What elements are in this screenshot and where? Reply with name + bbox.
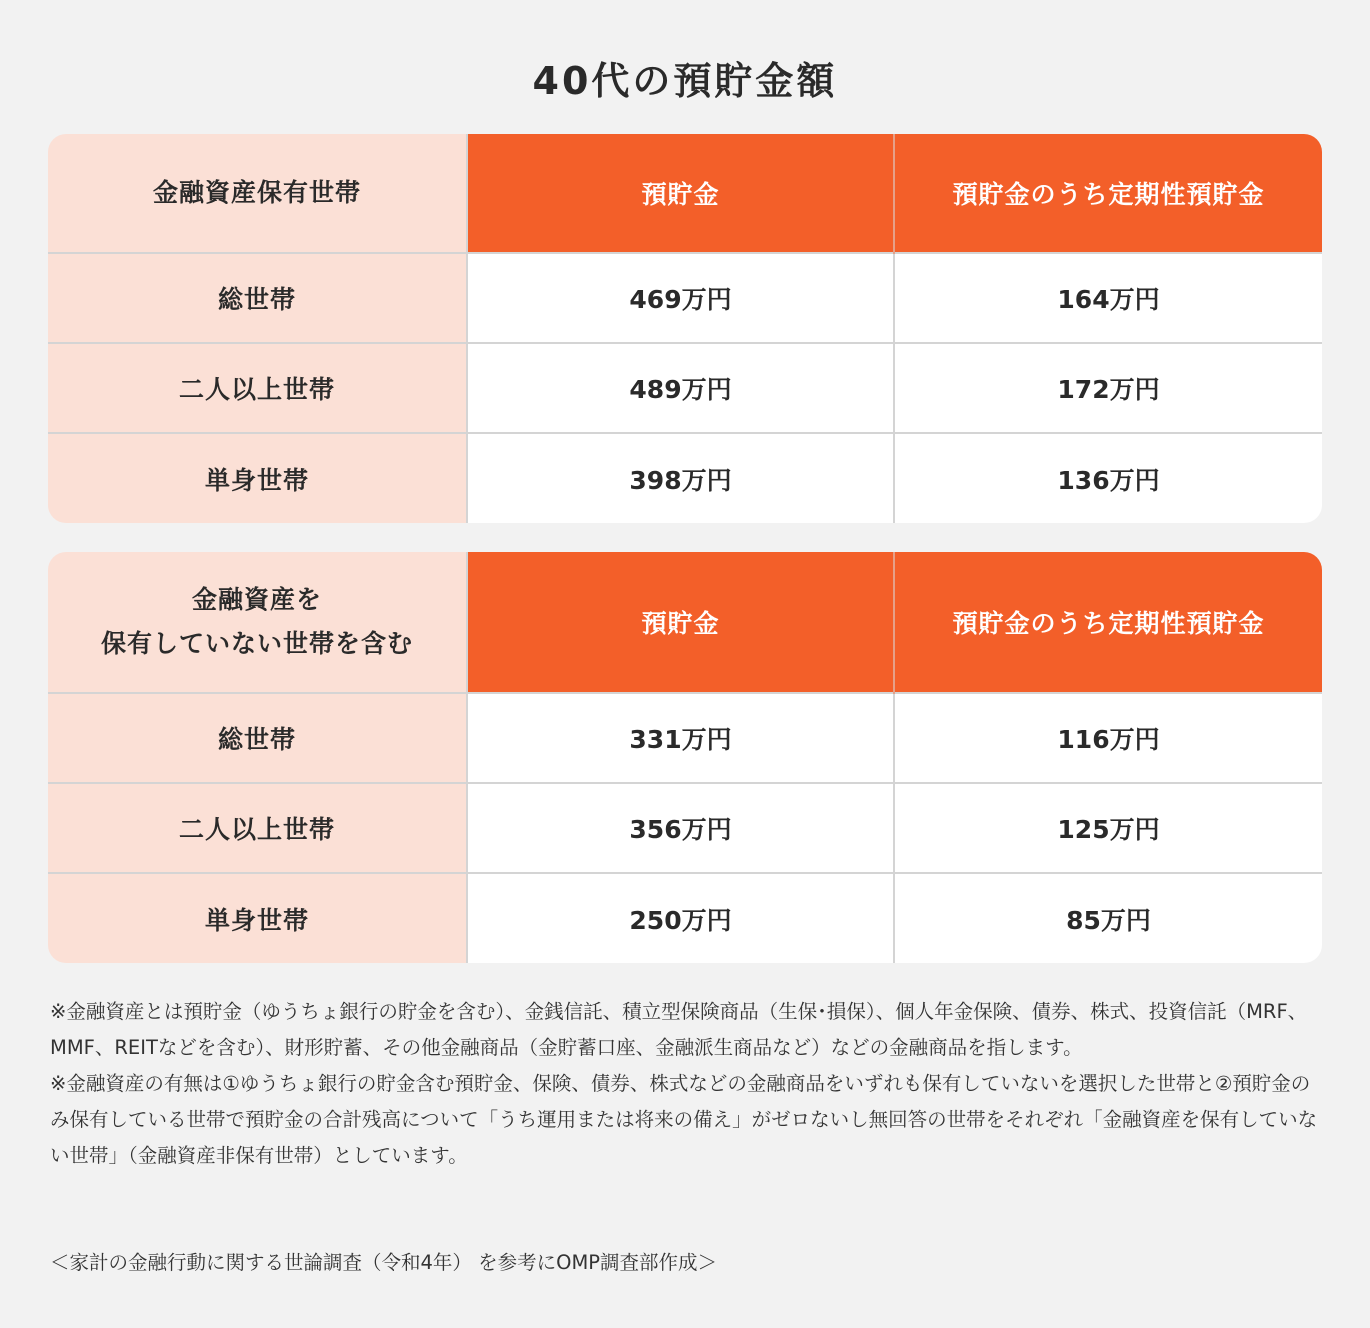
table-row: [48, 253, 1322, 343]
table-row: [48, 433, 1322, 523]
fixed-savings-value: 164万円: [894, 253, 1322, 343]
savings-value: 356万円: [467, 783, 894, 873]
savings-value: 331万円: [467, 693, 894, 783]
fixed-savings-value: 172万円: [894, 343, 1322, 433]
header-savings-cell: 預貯金: [467, 552, 894, 693]
header-label-cell: [48, 552, 467, 693]
table-header-row: [48, 134, 1322, 253]
header-fixed-savings-cell: 預貯金のうち定期性預貯金: [894, 134, 1322, 253]
fixed-savings-value: 125万円: [894, 783, 1322, 873]
row-label: 二人以上世帯: [48, 343, 467, 433]
footnotes: [50, 994, 1320, 1174]
table-row: [48, 693, 1322, 783]
header-fixed-savings-cell: 預貯金のうち定期性預貯金: [894, 552, 1322, 693]
savings-table-holders: [48, 134, 1322, 523]
header-label-line: 金融資産を: [191, 585, 322, 614]
savings-value: 489万円: [467, 343, 894, 433]
fixed-savings-value: 116万円: [894, 693, 1322, 783]
footnote: ※金融資産とは預貯金（ゆうちょ銀行の貯金を含む）、金銭信託、積立型保険商品（生保･損保）、個人年金保険、債券、株式、投資信託（MRF、MMF、REITなどを含む）、財形貯蓄、その他金融商品（金貯蓄口座、金融派生商品など）などの金融商品を指します。: [50, 1000, 1308, 1059]
savings-value: 469万円: [467, 253, 894, 343]
row-label: 総世帯: [48, 253, 467, 343]
table-header-row: [48, 552, 1322, 693]
table-row: [48, 343, 1322, 433]
fixed-savings-value: 85万円: [894, 873, 1322, 963]
header-label-line: 保有していない世帯を含む: [100, 629, 413, 658]
savings-value: 250万円: [467, 873, 894, 963]
row-label: 単身世帯: [48, 433, 467, 523]
savings-table-all-households: [48, 552, 1322, 963]
source-credit: ＜家計の金融行動に関する世論調査（令和4年） を参考にOMP調査部作成＞: [50, 1251, 718, 1274]
header-savings-cell: 預貯金: [467, 134, 894, 253]
savings-value: 398万円: [467, 433, 894, 523]
table-row: [48, 783, 1322, 873]
fixed-savings-value: 136万円: [894, 433, 1322, 523]
row-label: 総世帯: [48, 693, 467, 783]
footnote: ※金融資産の有無は①ゆうちょ銀行の貯金含む預貯金、保険、債券、株式などの金融商品をいずれも保有していないを選択した世帯と②預貯金のみ保有している世帯で預貯金の合計残高について「うち運用または将来の備え」がゼロないし無回答の世帯をそれぞれ「金融資産を保有していない世帯」（金融資産非保有世帯）としています。: [50, 1072, 1318, 1167]
row-label: 二人以上世帯: [48, 783, 467, 873]
table-row: [48, 873, 1322, 963]
row-label: 単身世帯: [48, 873, 467, 963]
header-label-cell: 金融資産保有世帯: [48, 134, 467, 253]
page-title: 40代の預貯金額: [532, 59, 838, 103]
